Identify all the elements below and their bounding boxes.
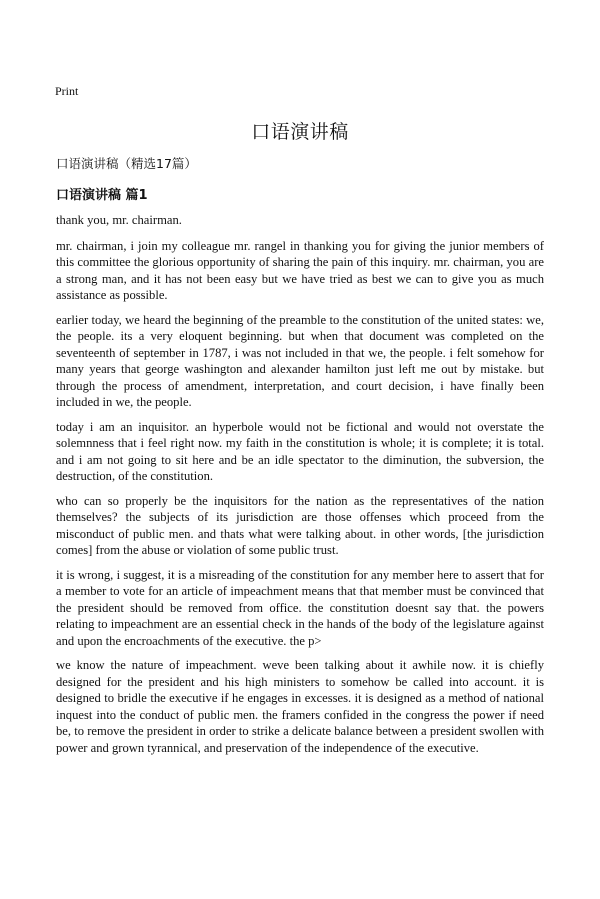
paragraph: thank you, mr. chairman. <box>56 213 182 227</box>
section-heading: 口语演讲稿 篇1 <box>56 188 148 203</box>
page-title: 口语演讲稿 <box>251 121 349 143</box>
paragraph: mr. chairman, i join my colleague mr. rangel in thanking you for giving the junior members of this committee the glorious opportunity of sharing the pain of this inquiry. mr. chairman, you are a strong man, and it has not been easy but we have tried as best we can to give you as much assistance as possible. <box>56 238 544 302</box>
document-subtitle: 口语演讲稿（精选17篇） <box>56 156 197 171</box>
paragraph: earlier today, we heard the beginning of the preamble to the constitution of the united states: we, the people. its a very eloquent beginning. but when that document was completed on the seventeenth of september in 1787, i was not included in that we, the people. i felt somehow for many years that george washington and alexander hamilton just left me out by mistake. but through the process of amendment, interpretation, and court decision, i have finally been included in we, the people. <box>56 312 544 409</box>
paragraph: we know the nature of impeachment. weve been talking about it awhile now. it is chiefly designed for the president and his high ministers to somehow be called into account. it is designed to bridle the executive if he engages in excesses. it is designed as a method of national inquest into the conduct of public men. the framers confided in the congress the power if need be, to remove the president in order to strike a delicate balance between a president swollen with power and grown tyrannical, and preservation of the independence of the executive. <box>56 658 544 755</box>
paragraph: today i am an inquisitor. an hyperbole would not be fictional and would not overstate the solemnness that i feel right now. my faith in the constitution is whole; it is complete; it is total. and i am not going to sit here and be an idle spectator to the diminution, the subversion, the destruction, of the constitution. <box>56 419 544 483</box>
paragraph: who can so properly be the inquisitors for the nation as the representatives of the nation themselves? the subjects of its jurisdiction are those offenses which proceed from the misconduct of public men. and thats what were talking about. in other words, [the jurisdiction comes] from the abuse or violation of some public trust. <box>56 493 544 557</box>
print-label: Print <box>55 84 79 98</box>
body-text <box>56 212 544 764</box>
paragraph: it is wrong, i suggest, it is a misreading of the constitution for any member here to assert that for a member to vote for an article of impeachment means that that member must be convinced that the president should be removed from office. the constitution doesnt say that. the powers relating to impeachment are an essential check in the hands of the body of the legislature against and upon the encroachments of the executive. the p> <box>56 567 544 648</box>
